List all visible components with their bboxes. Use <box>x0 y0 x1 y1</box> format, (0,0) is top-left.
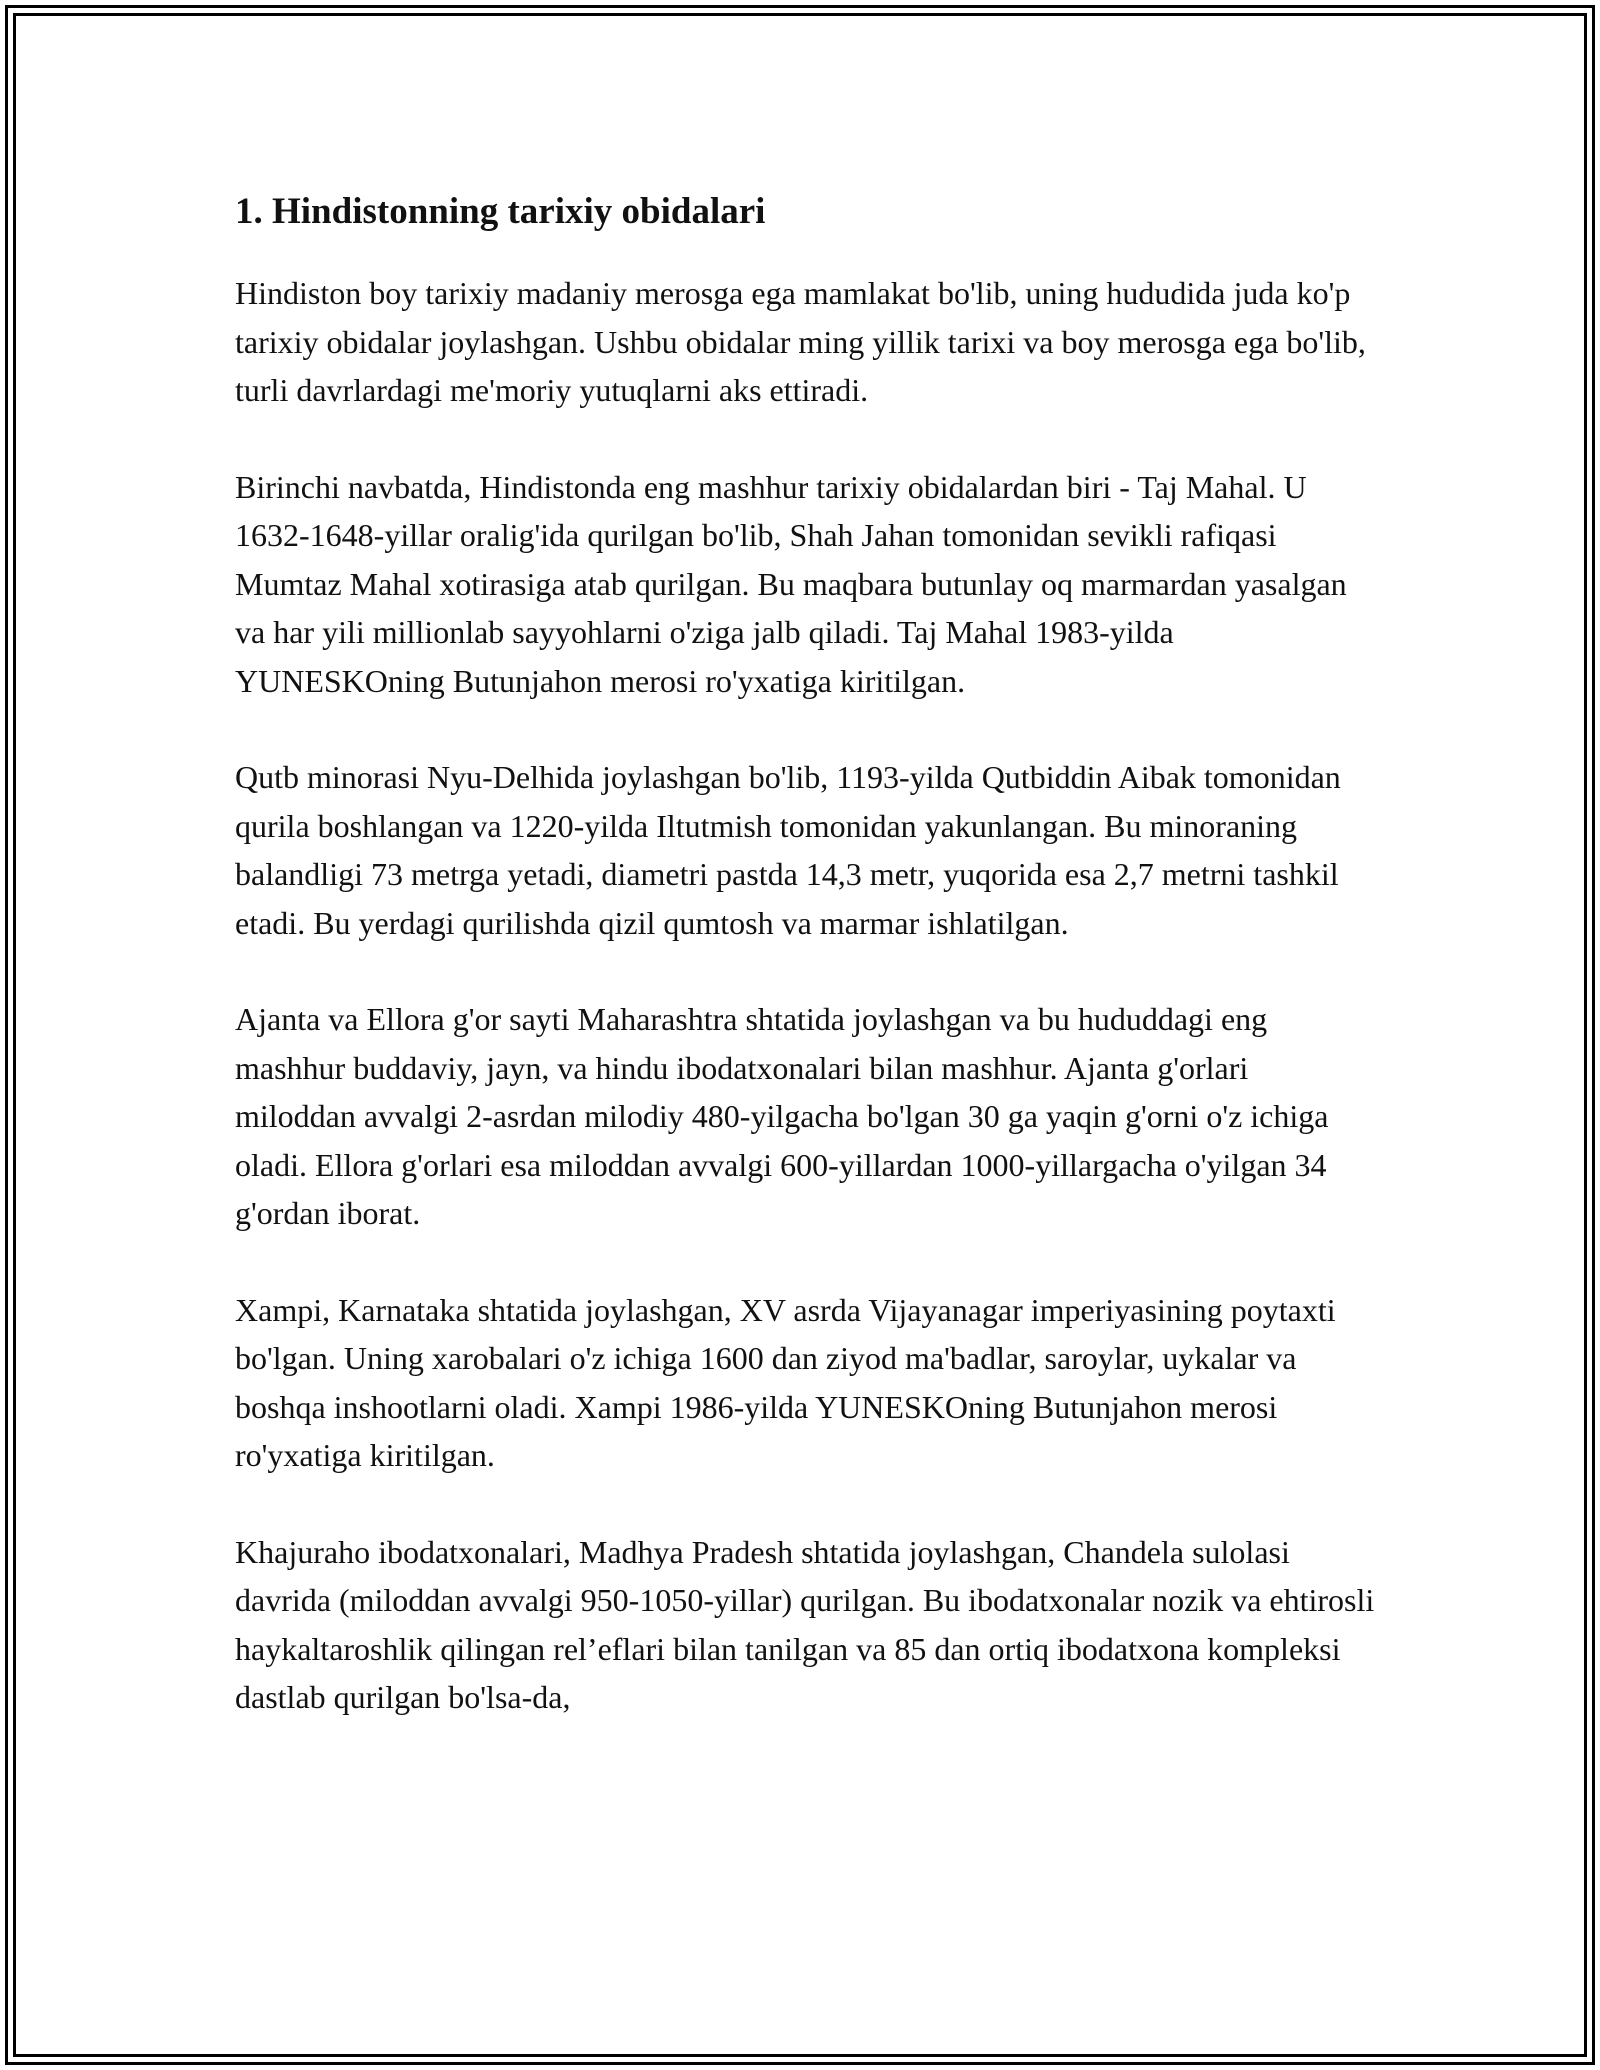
paragraph-taj-mahal: Birinchi navbatda, Hindistonda eng mashhur tarixiy obidalardan biri - Taj Mahal. U 1632-1648-yillar oralig'ida qurilgan bo'lib, Shah Jahan tomonidan sevikli rafiqasi Mumtaz Mahal xotirasiga atab qurilgan. Bu maqbara butunlay oq marmardan yasalgan va har yili millionlab sayyohlarni o'ziga jalb qiladi. Taj Mahal 1983-yilda YUNESKOning Butunjahon merosi ro'yxatiga kiritilgan. <box>235 468 1347 699</box>
section-heading: 1. Hindistonning tarixiy obidalari <box>235 191 766 232</box>
paragraph-ajanta-ellora: Ajanta va Ellora g'or sayti Maharashtra shtatida joylashgan va bu hududdagi eng mashhur buddaviy, jayn, va hindu ibodatxonalari bilan mashhur. Ajanta g'orlari miloddan avvalgi 2-asrdan milodiy 480-yilgacha bo'lgan 30 ga yaqin g'orni o'z ichiga oladi. Ellora g'orlari esa miloddan avvalgi 600-yillardan 1000-yillargacha o'yilgan 34 g'ordan iborat. <box>235 1001 1329 1231</box>
paragraph-qutb-minar: Qutb minorasi Nyu-Delhida joylashgan bo'lib, 1193-yilda Qutbiddin Aibak tomonidan qurila boshlangan va 1220-yilda Iltutmish tomonidan yakunlangan. Bu minoraning balandligi 73 metrga yetadi, diametri pastda 14,3 metr, yuqorida esa 2,7 metrni tashkil etadi. Bu yerdagi qurilishda qizil qumtosh va marmar ishlatilgan. <box>235 759 1341 941</box>
paragraph-hampi: Xampi, Karnataka shtatida joylashgan, XV asrda Vijayanagar imperiyasining poytaxti bo'lgan. Uning xarobalari o'z ichiga 1600 dan ziyod ma'badlar, saroylar, uykalar va boshqa inshootlarni oladi. Xampi 1986-yilda YUNESKOning Butunjahon merosi ro'yxatiga kiritilgan. <box>235 1291 1336 1473</box>
paragraph-khajuraho: Khajuraho ibodatxonalari, Madhya Pradesh shtatida joylashgan, Chandela sulolasi davrida (miloddan avvalgi 950-1050-yillar) qurilgan. Bu ibodatxonalar nozik va ehtirosli haykaltaroshlik qilingan rel’eflari bilan tanilgan va 85 dan ortiq ibodatxona kompleksi dastlab qurilgan bo'lsa-da, <box>235 1533 1375 1715</box>
document-body <box>235 185 1375 1770</box>
paragraph-intro: Hindiston boy tarixiy madaniy merosga ega mamlakat bo'lib, uning hududida juda ko'p tarixiy obidalar joylashgan. Ushbu obidalar ming yillik tarixi va boy merosga ega bo'lib, turli davrlardagi me'moriy yutuqlarni aks ettiradi. <box>235 275 1366 408</box>
